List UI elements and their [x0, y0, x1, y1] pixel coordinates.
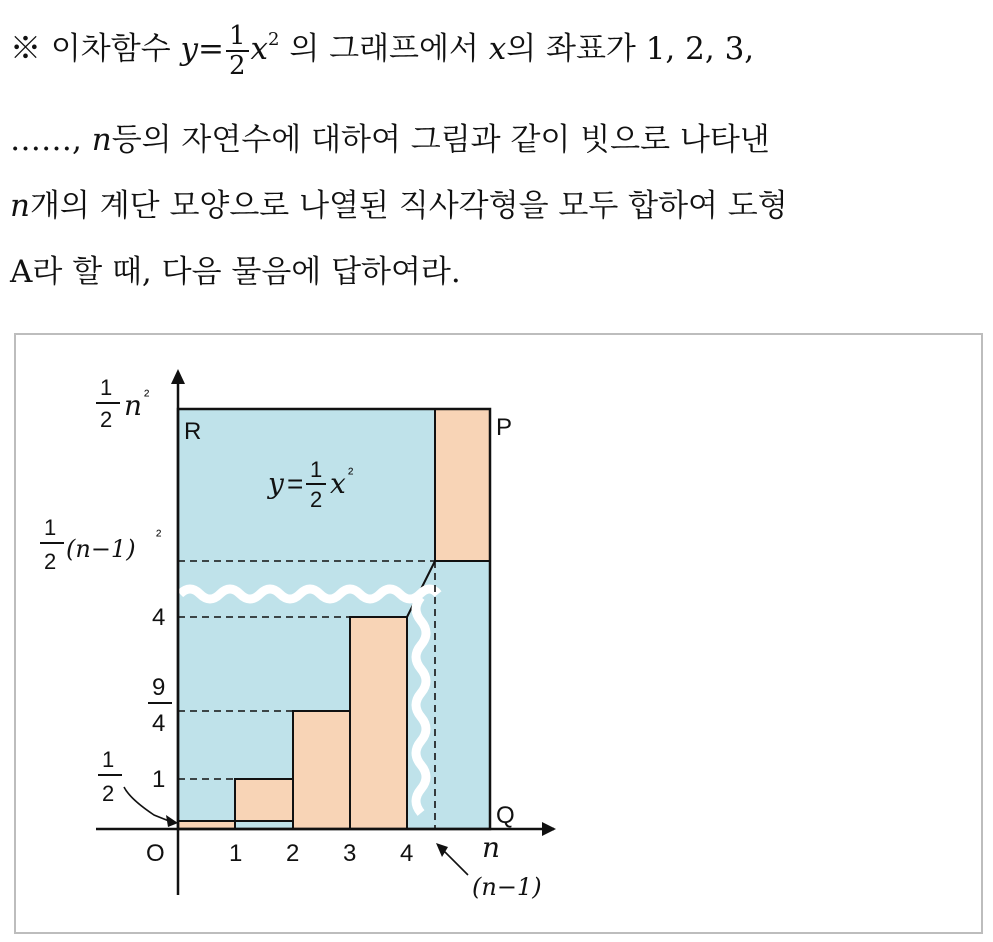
y-label-ninefourths-den: 4	[152, 710, 166, 737]
staircase-figure	[16, 335, 981, 932]
x-variable: x	[250, 31, 269, 67]
line2-text: 등의 자연수에 대하여 그림과 같이 빗으로 나타낸	[111, 122, 770, 158]
x-label-n: n	[482, 831, 501, 864]
x-label-n-minus-1: (n−1)	[472, 873, 542, 901]
fraction-numerator: 1	[226, 22, 249, 52]
ellipsis: ……,	[10, 122, 82, 158]
problem-line-2	[10, 120, 770, 160]
curve-label-den: 2	[310, 487, 323, 512]
intro-text: ※ 이차함수	[10, 31, 171, 67]
equals-sign: =	[198, 31, 224, 67]
x-label-4: 4	[400, 840, 414, 867]
x-label-2: 2	[286, 840, 300, 867]
curve-label-exp: ²	[348, 466, 354, 483]
n-minus-1-pointer	[442, 849, 468, 875]
line1-text-a: 의 그래프에서	[289, 31, 479, 67]
point-Q: Q	[496, 802, 515, 829]
figure-a-label: A	[10, 254, 33, 290]
y-label-half-num: 1	[102, 747, 115, 772]
n-minus-1-pointer-head	[436, 843, 448, 857]
line3-text: 개의 계단 모양으로 나열된 직사각형을 모두 합하여 도형	[29, 188, 788, 224]
n-variable: n	[10, 188, 30, 224]
y-variable: y	[180, 31, 199, 67]
y-label-second-den: 2	[44, 549, 57, 574]
problem-line-3	[10, 186, 788, 226]
problem-line-4	[10, 252, 461, 292]
line1-text-b: 의 좌표가 1, 2, 3,	[506, 31, 755, 67]
y-label-top-exp: ²	[144, 388, 150, 405]
point-P: P	[496, 414, 513, 441]
y-label-second-exp: ²	[156, 528, 162, 545]
y-label-top-var: n	[124, 389, 143, 422]
exponent: 2	[268, 29, 280, 50]
y-label-four: 4	[152, 604, 166, 631]
problem-line-1	[10, 20, 754, 80]
y-label-second-var: (n−1)	[66, 535, 136, 563]
point-R: R	[184, 418, 202, 445]
point-O: O	[146, 840, 165, 867]
x-variable-2: x	[488, 31, 507, 67]
x-label-1: 1	[229, 840, 243, 867]
y-label-ninefourths-num: 9	[152, 674, 166, 701]
y-label-one: 1	[152, 766, 166, 793]
curve-label-eq: =	[287, 468, 304, 499]
step-rect-4	[350, 617, 407, 829]
y-label-second-num: 1	[44, 515, 57, 540]
curve-label-x: x	[330, 467, 346, 500]
y-label-half-den: 2	[102, 781, 115, 806]
half-pointer-head	[166, 815, 178, 827]
x-axis-arrow	[542, 822, 556, 836]
y-label-top-den: 2	[100, 407, 113, 432]
figure-box	[14, 333, 983, 934]
n-variable: n	[91, 122, 112, 158]
fraction-denominator: 2	[229, 50, 246, 81]
x-label-3: 3	[343, 840, 357, 867]
y-axis-arrow	[171, 369, 185, 384]
step-rect-3	[293, 711, 350, 829]
step-rect-n	[435, 409, 490, 561]
curve-label-num: 1	[310, 457, 323, 482]
curve-label-y: y	[268, 467, 284, 500]
y-label-top-num: 1	[100, 375, 113, 400]
fraction-one-half	[226, 22, 249, 80]
line4-text: 라 할 때, 다음 물음에 답하여라.	[32, 254, 461, 290]
